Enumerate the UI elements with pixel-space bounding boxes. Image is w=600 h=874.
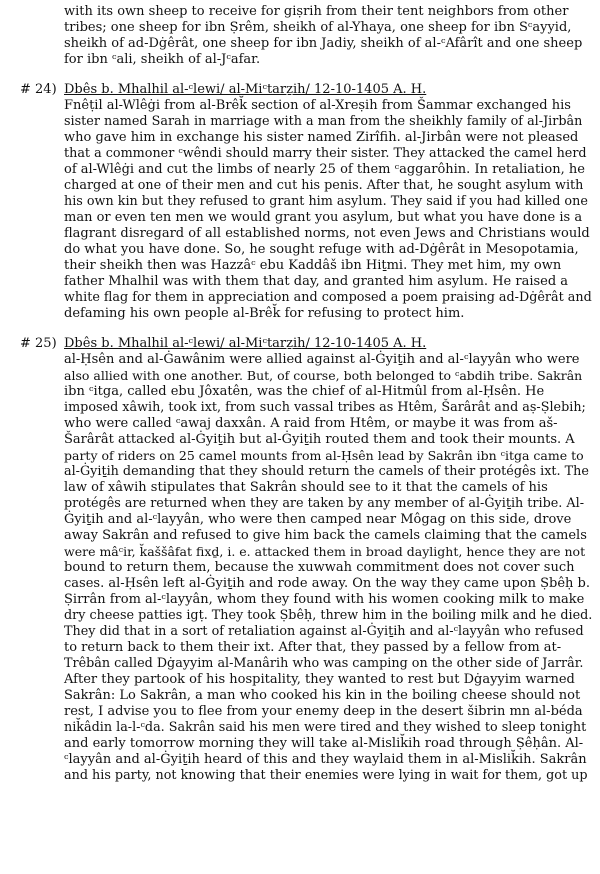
- text-line: Trêbân called Dġayyim al-Manârih who was camping on the other side of Jarrâr.: [64, 656, 584, 671]
- text-line: After they partook of his hospitality, they wanted to rest but Dġayyim warned: [64, 672, 575, 687]
- text-line: Ġyiṯih and al-ᶜlayyân, who were then camped near Môgag on this side, drove: [64, 512, 572, 527]
- text-line: flagrant disregard of all established norms, not even Jews and Christians would: [64, 226, 590, 241]
- text-line: to return back to them their ixt. After that, they passed by a fellow from at-: [64, 640, 562, 655]
- entry-number: # 24): [20, 82, 57, 97]
- text-line: white flag for them in appreciation and composed a poem praising ad-Dġêrât and: [64, 290, 592, 305]
- text-line: Sakrân: Lo Sakrân, a man who cooked his kin in the boiling cheese should not: [64, 688, 581, 703]
- text-line: man or even ten men we would grant you asylum, but what you have done is a: [64, 210, 583, 225]
- text-line: al-Ġyiṯih demanding that they should return the camels of their protégês ixt. The: [64, 464, 589, 479]
- text-line: sister named Sarah in marriage with a man from the sheikhly family of al-Jirbân: [64, 114, 583, 129]
- text-line: who were called ᶜawaj daxxân. A raid from Htêm, or maybe it was from aš-: [64, 416, 558, 431]
- text-line: and early tomorrow morning they will take al-Mislik̆ih road through Ṣêḥân. Al-: [64, 736, 584, 751]
- text-line: bound to return them, because the xuwwah commitment does not cover such: [64, 560, 575, 575]
- text-line: tribes; one sheep for ibn Ṣrêm, sheikh of al-Yhaya, one sheep for ibn Sᶜayyid,: [64, 20, 572, 35]
- text-line: that a commoner ᶜwêndi should marry their sister. They attacked the camel herd: [64, 146, 587, 161]
- text-line: for ibn ᶜali, sheikh of al-Jᶜafar.: [64, 52, 261, 67]
- entry-number: # 25): [20, 336, 57, 351]
- text-line: dry cheese patties igṭ. They took Ṣbêḥ, threw him in the boiling milk and he died.: [64, 608, 593, 623]
- text-line: his own kin but they refused to grant him asylum. They said if you had killed one: [64, 194, 588, 209]
- text-line: ibn ᶜitga, called ebu Jôxatên, was the chief of al-Hitmûl from al-Ḥsên. He: [64, 384, 545, 399]
- text-line: father Mhalhil was with them that day, and granted him asylum. He raised a: [64, 274, 569, 289]
- entry-heading: Dbês b. Mhalhil al-ᶜlewi/ al-Miᶜtarẕih/ 12-10-1405 A. H.: [64, 336, 427, 351]
- text-line: nik̆âdin la-l-ᶜda. Sakrân said his men were tired and they wished to sleep tonight: [64, 720, 587, 735]
- text-line: ᶜlayyân and al-Ġyiṯih heard of this and they waylaid them in al-Mislik̆ih. Sakrân: [64, 752, 587, 767]
- text-line: who gave him in exchange his sister named Zirîfih. al-Jirbân were not pleased: [64, 130, 579, 145]
- text-line: rest, I advise you to flee from your enemy deep in the desert šibrin mn al-béda: [64, 704, 583, 719]
- text-line: imposed xâwih, took ixt, from such vassal tribes as Htêm, Šarârât and aṣ-Ṣlebih;: [64, 400, 586, 415]
- text-line: their sheikh then was Hazzâᶜ ebu Kaddâš ibn Hiṯmi. They met him, my own: [64, 258, 562, 273]
- text-line: Fnêṭil al-Wlêġi from al-Brêk̆ section of al-Xreṣih from Šammar exchanged his: [64, 98, 571, 113]
- text-line: defaming his own people al-Brêk̆ for refusing to protect him.: [64, 306, 465, 321]
- text-line: away Sakrân and refused to give him back the camels claiming that the camels: [64, 528, 587, 543]
- text-line: law of xâwih stipulates that Sakrân should see to it that the camels of his: [64, 480, 548, 495]
- text-line: protégês are returned when they are taken by any member of al-Ġyiṯih tribe. Al-: [64, 496, 585, 511]
- text-line: cases. al-Ḥsên left al-Ġyiṯih and rode away. On the way they came upon Ṣbêḥ b.: [64, 576, 591, 591]
- text-line: charged at one of their men and cut his penis. After that, he sought asylum with: [64, 178, 584, 193]
- text-line: also allied with one another. But, of course, both belonged to ᶜabdih tribe. Sakrân: [64, 368, 583, 383]
- text-line: and his party, not knowing that their enemies were lying in wait for them, got up: [64, 768, 588, 783]
- text-line: Ṣirrân from al-ᶜlayyân, whom they found with his women cooking milk to make: [64, 592, 585, 607]
- text-line: with its own sheep to receive for giṣrih from their tent neighbors from other: [64, 4, 569, 19]
- text-line: Šarârât attacked al-Ġyiṯih but al-Ġyiṯih routed them and took their mounts. A: [64, 432, 575, 447]
- text-line: party of riders on 25 camel mounts from al-Ḥsên lead by Sakrân ibn ᶜitga came to: [64, 448, 584, 463]
- text-line: of al-Wlêġi and cut the limbs of nearly 25 of them ᶜaggarôhin. In retaliation, he: [64, 162, 585, 177]
- text-line: al-Ḥsên and al-Ġawânim were allied against al-Ġyiṯih and al-ᶜlayyân who were: [64, 352, 580, 367]
- entry-heading: Dbês b. Mhalhil al-ᶜlewi/ al-Miᶜtarẕih/ 12-10-1405 A. H.: [64, 82, 427, 97]
- text-line: were mâᶜir, k̆aššâfat fixḏ, i. e. attacked them in broad daylight, hence they are not: [64, 544, 586, 559]
- text-line: sheikh of ad-Dġêrât, one sheep for ibn Jadiy, sheikh of al-ᶜAfârît and one sheep: [64, 36, 583, 51]
- text-line: They did that in a sort of retaliation against al-Ġyiṯih and al-ᶜlayyân who refused: [64, 624, 584, 639]
- text-line: do what you have done. So, he sought refuge with ad-Dġêrât in Mesopotamia,: [64, 242, 579, 257]
